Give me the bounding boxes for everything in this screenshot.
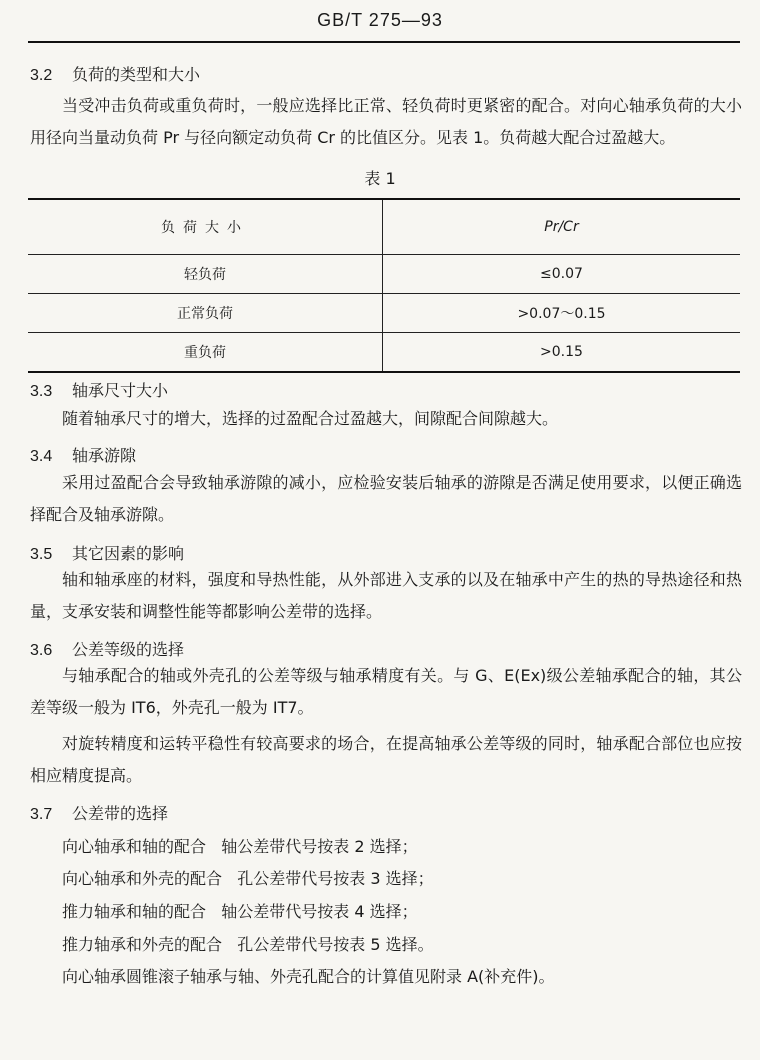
table-row	[28, 294, 740, 333]
cell-load: 重负荷	[28, 333, 383, 373]
table-header-row	[28, 199, 740, 255]
page-header: GB/T 275—93	[317, 10, 443, 30]
section-3-5-text: 轴和轴承座的材料，强度和导热性能，从外部进入支承的以及在轴承中产生的热的导热途径和热量，支承安装和调整性能等都影响公差带的选择。	[30, 570, 742, 621]
table-row	[28, 255, 740, 294]
list-item: 推力轴承和外壳的配合 孔公差带代号按表 5 选择。	[62, 935, 434, 954]
section-3-3-text: 随着轴承尺寸的增大，选择的过盈配合过盈越大，间隙配合间隙越大。	[62, 409, 559, 428]
cell-ratio: ≤0.07	[383, 255, 741, 294]
load-table	[28, 198, 740, 373]
cell-load: 正常负荷	[28, 294, 383, 333]
section-title: 轴承尺寸大小	[72, 381, 169, 400]
list-item: 推力轴承和轴的配合 轴公差带代号按表 4 选择；	[62, 902, 418, 921]
section-3-2-text: 当受冲击负荷或重负荷时，一般应选择比正常、轻负荷时更紧密的配合。对向心轴承负荷的大小用径向当量动负荷 Pr 与径向额定动负荷 Cr 的比值区分。见表 1。负荷越大配合过盈越大。	[30, 96, 742, 147]
section-number: 3.6	[30, 642, 53, 659]
section-number: 3.5	[30, 546, 53, 563]
section-title: 公差等级的选择	[72, 640, 185, 659]
col-header-ratio: Pr/Cr	[383, 199, 741, 255]
section-title: 轴承游隙	[72, 446, 137, 465]
table-caption: 表 1	[364, 169, 396, 188]
cell-load: 轻负荷	[28, 255, 383, 294]
col-header-load: 负荷大小	[28, 199, 383, 255]
section-3-4-text: 采用过盈配合会导致轴承游隙的减小，应检验安装后轴承的游隙是否满足使用要求，以便正确选择配合及轴承游隙。	[30, 473, 742, 524]
section-number: 3.3	[30, 383, 53, 400]
section-number: 3.7	[30, 806, 53, 823]
list-item: 向心轴承和轴的配合 轴公差带代号按表 2 选择；	[62, 837, 418, 856]
section-number: 3.4	[30, 448, 53, 465]
section-3-6-text-2: 对旋转精度和运转平稳性有较高要求的场合，在提高轴承公差等级的同时，轴承配合部位也应按相应精度提高。	[30, 734, 742, 785]
section-3-4-heading	[30, 443, 136, 466]
cell-ratio: >0.15	[383, 333, 741, 373]
section-3-3-heading	[30, 378, 168, 401]
cell-ratio: >0.07～0.15	[383, 294, 741, 333]
list-item: 向心轴承圆锥滚子轴承与轴、外壳孔配合的计算值见附录 A(补充件)。	[62, 967, 555, 986]
section-title: 负荷的类型和大小	[72, 65, 201, 84]
header-rule	[28, 41, 740, 43]
list-item: 向心轴承和外壳的配合 孔公差带代号按表 3 选择；	[62, 869, 434, 888]
section-title: 公差带的选择	[72, 804, 169, 823]
section-number: 3.2	[30, 67, 53, 84]
section-3-7-heading	[30, 801, 168, 824]
table-row	[28, 333, 740, 373]
section-3-5-heading	[30, 541, 184, 564]
section-3-6-text-1: 与轴承配合的轴或外壳孔的公差等级与轴承精度有关。与 G、E(Ex)级公差轴承配合的轴，其公差等级一般为 IT6，外壳孔一般为 IT7。	[30, 666, 742, 717]
section-title: 其它因素的影响	[72, 544, 185, 563]
section-3-2-heading	[30, 62, 200, 85]
section-3-6-heading	[30, 637, 184, 660]
